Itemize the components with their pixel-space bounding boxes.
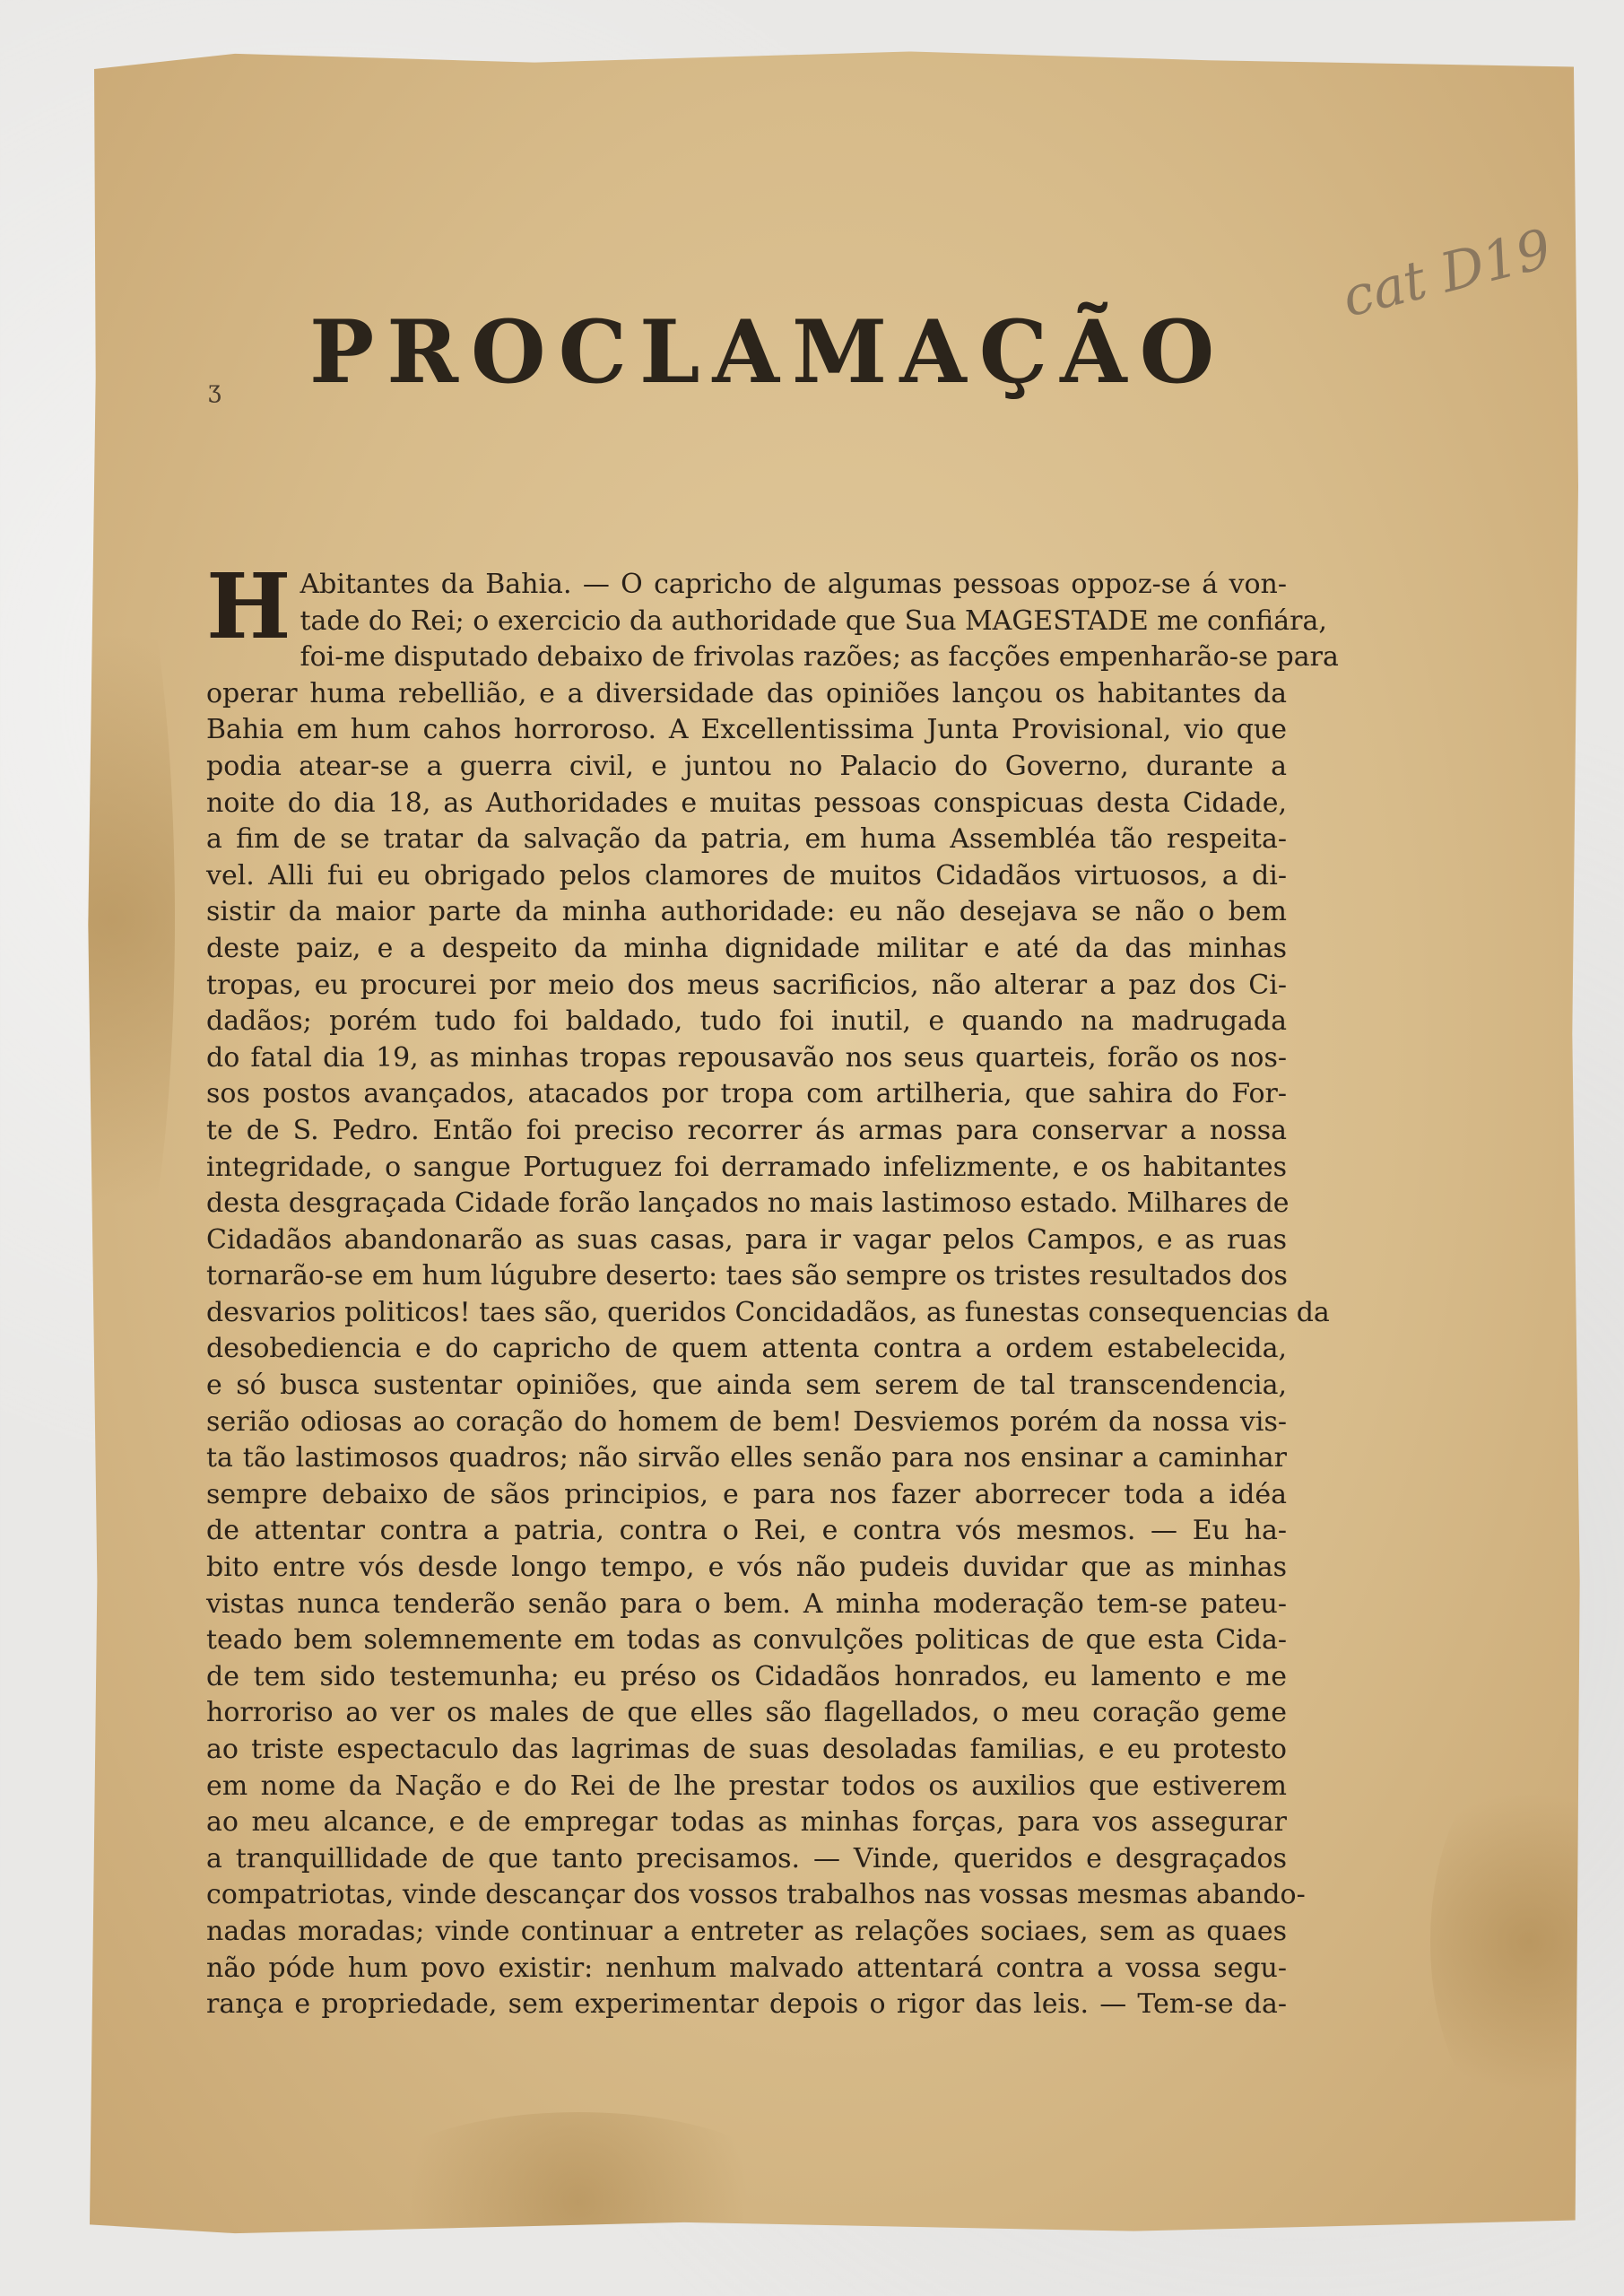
handwritten-note: cat D19 <box>1336 217 1558 330</box>
text-line: de attentar contra a patria, contra o Rei, e contra vós mesmos. — Eu ha- <box>206 1515 1287 1547</box>
text-line: podia atear-se a guerra civil, e juntou no Palacio do Governo, durante a <box>206 750 1287 782</box>
text-line: serião odiosas ao coração do homem de bem! Desviemos porém da nossa vis- <box>206 1405 1287 1438</box>
text-line: nadas moradas; vinde continuar a entreter as relações sociaes, sem as quaes <box>206 1915 1287 1947</box>
text-line: dadãos; porém tudo foi baldado, tudo foi inutil, e quando na madrugada <box>206 1005 1287 1038</box>
text-line: desobediencia e do capricho de quem attenta contra a ordem estabelecida, <box>206 1333 1287 1365</box>
text-line: foi-me disputado debaixo de frivolas razões; as facções empenharão-se para <box>300 641 1339 674</box>
text-line: tropas, eu procurei por meio dos meus sacrificios, não alterar a paz dos Ci- <box>206 969 1287 1001</box>
text-line: em nome da Nação e do Rei de lhe prestar todos os auxilios que estiverem <box>206 1770 1287 1802</box>
text-line: te de S. Pedro. Então foi preciso recorrer ás armas para conservar a nossa <box>206 1114 1287 1146</box>
text-line: desta desgraçada Cidade forão lançados no mais lastimoso estado. Milhares de <box>206 1187 1290 1220</box>
stain-left <box>49 516 175 1323</box>
text-line: ao triste espectaculo das lagrimas de suas desoladas familias, e eu protesto <box>206 1734 1287 1765</box>
text-line: a tranquillidade de que tanto precisamos. — Vinde, queridos e desgraçados <box>206 1842 1287 1874</box>
proclamation-body <box>206 553 1339 2023</box>
text-line: sempre debaixo de sãos principios, e para nos fazer aborrecer toda a idéa <box>206 1478 1287 1510</box>
text-line: vistas nunca tenderão senão para o bem. A minha moderação tem-se pateu- <box>206 1587 1287 1620</box>
text-line: teado bem solemnemente em todas as convulções politicas de que esta Cida- <box>206 1624 1287 1657</box>
margin-mark: ʒ <box>208 377 221 404</box>
text-line: não póde hum povo existir: nenhum malvado attentará contra a vossa segu- <box>206 1952 1287 1984</box>
text-line: deste paiz, e a despeito da minha dignidade militar e até da das minhas <box>206 932 1287 964</box>
text-line: a fim de se tratar da salvação da patria, em huma Assembléa tão respeita- <box>206 823 1287 856</box>
text-line: tade do Rei; o exercicio da authoridade que Sua MAGESTADE me confiára, <box>300 604 1327 637</box>
text-line: compatriotas, vinde descançar dos vossos trabalhos nas vossas mesmas abando- <box>206 1879 1306 1911</box>
text-line: vel. Alli fui eu obrigado pelos clamores de muitos Cidadãos virtuosos, a di- <box>206 859 1287 891</box>
text-line: desvarios politicos! taes são, queridos Concidadãos, as funestas consequencias da <box>206 1296 1330 1328</box>
text-line: noite do dia 18, as Authoridades e muitas pessoas conspicuas desta Cidade, <box>206 787 1287 819</box>
text-line: ta tão lastimosos quadros; não sirvão elles senão para nos ensinar a caminhar <box>206 1442 1287 1474</box>
text-line: e só busca sustentar opiniões, que ainda sem serem de tal transcendencia, <box>206 1370 1287 1402</box>
page-title: PROCLAMAÇÃO <box>309 301 1228 403</box>
text-line: integridade, o sangue Portuguez foi derramado infelizmente, e os habitantes <box>206 1151 1287 1183</box>
stain-right <box>1430 1753 1624 2130</box>
stain-bottom <box>354 2112 803 2292</box>
drop-cap: H <box>206 553 291 659</box>
text-line: sos postos avançados, atacados por tropa com artilheria, que sahira do For- <box>206 1078 1287 1110</box>
text-line: operar huma rebellião, e a diversidade das opiniões lançou os habitantes da <box>206 677 1287 709</box>
text-line: Bahia em hum cahos horroroso. A Excellentissima Junta Provisional, vio que <box>206 714 1287 746</box>
text-line: do fatal dia 19, as minhas tropas repousavão nos seus quarteis, forão os nos- <box>206 1041 1287 1074</box>
text-line: bito entre vós desde longo tempo, e vós não pudeis duvidar que as minhas <box>206 1552 1287 1584</box>
text-line: rança e propriedade, sem experimentar depois o rigor das leis. — Tem-se da- <box>206 1988 1287 2021</box>
text-line: horroriso ao ver os males de que elles são flagellados, o meu coração geme <box>206 1697 1287 1729</box>
text-line: de tem sido testemunha; eu préso os Cidadãos honrados, eu lamento e me <box>206 1660 1287 1692</box>
text-line: Abitantes da Bahia. — O capricho de algumas pessoas oppoz-se á von- <box>300 569 1287 600</box>
text-line: ao meu alcance, e de empregar todas as minhas forças, para vos assegurar <box>206 1806 1287 1839</box>
text-line: tornarão-se em hum lúgubre deserto: taes são sempre os tristes resultados dos <box>206 1260 1288 1292</box>
text-line: sistir da maior parte da minha authoridade: eu não desejava se não o bem <box>206 896 1287 928</box>
text-line: Cidadãos abandonarão as suas casas, para ir vagar pelos Campos, e as ruas <box>206 1223 1287 1256</box>
